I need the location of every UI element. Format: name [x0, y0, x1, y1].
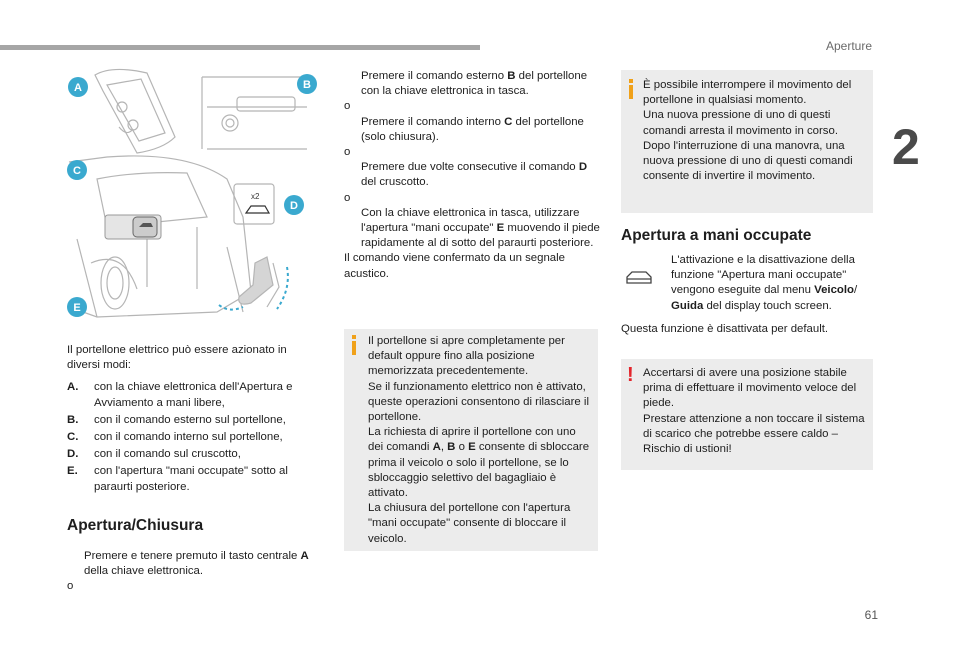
info-text: Una nuova pressione di uno di questi comandi arresta il movimento in corso. [643, 109, 838, 137]
info-text: Se il funzionamento elettrico non è attivato, queste operazioni consentono di rilasciare il portellone. [368, 380, 589, 424]
list-item: D. con il comando sul cruscotto, [67, 448, 241, 461]
list-item: B. con il comando esterno sul portellone, [67, 413, 286, 426]
warning-text: Prestare attenzione a non toccare il sistema di scarico che potrebbe essere caldo – Rischio di ustioni! [643, 412, 865, 456]
info-text: La chiusura del portellone con l'apertura "mani occupate" consente di bloccare il veicolo. [368, 502, 571, 545]
or-text: o [67, 580, 74, 593]
section-heading: Apertura/Chiusura [67, 516, 204, 534]
or-text: o [344, 146, 351, 159]
chapter-number: 2 [892, 119, 920, 175]
info-text: La richiesta di aprire il portellone con uno dei comandi A, B o E consente di sbloccare prima il veicolo o solo il portellone, se lo sbloccaggio selettivo del bagagliaio è attivato. [368, 426, 590, 500]
info-text: Il portellone si apre completamente per default oppure fino alla posizione memorizzata precedentemente. [368, 335, 565, 378]
or-text: o [344, 191, 351, 204]
info-text: È possibile interrompere il movimento del portellone in qualsiasi momento. [643, 79, 852, 107]
list-item: C. con il comando interno sul portellone, [67, 431, 283, 444]
list-item: E. con l'apertura "mani occupate" sotto al paraurti posteriore. [67, 465, 288, 493]
info-box-2 [621, 70, 873, 213]
dashboard-button-label: x2 [251, 192, 260, 201]
step-item: Premere due volte consecutive il comando D del cruscotto. [361, 161, 588, 189]
step-item: Premere il comando esterno B del portellone con la chiave elettronica in tasca. [361, 70, 588, 98]
warning-text: Accertarsi di avere una posizione stabile prima di effettuare il movimento veloce del piede. [643, 367, 857, 410]
warning-icon: ! [627, 364, 634, 386]
step-item: Premere il comando interno C del portellone (solo chiusura). [361, 115, 584, 143]
callout-b: B [303, 79, 311, 91]
page-number: 61 [864, 608, 878, 622]
step-item: Con la chiave elettronica in tasca, utilizzare l'apertura "mani occupate" E muovendo il piede rapidamente al di sotto del paraurti posteriore. [361, 206, 600, 250]
car-tailgate-icon [624, 268, 654, 288]
info-text: Dopo l'interruzione di una manovra, una nuova pressione di uno di questi comandi consente di invertire il movimento. [643, 139, 853, 183]
callout-d: D [290, 200, 298, 212]
confirm-text: Il comando viene confermato da un segnale acustico. [344, 252, 565, 280]
section-heading: Apertura a mani occupate [621, 227, 812, 244]
column-2 [344, 69, 600, 282]
list-item: A. con la chiave elettronica dell'Apertura e Avviamento a mani libere, [67, 381, 293, 409]
column-1 [67, 343, 315, 594]
intro-text: Il portellone elettrico può essere azionato in diversi modi: [67, 344, 287, 372]
default-text: Questa funzione è disattivata per default. [621, 323, 829, 335]
header-bar [0, 45, 480, 50]
or-text: o [344, 100, 351, 113]
step-item: Premere e tenere premuto il tasto centrale A della chiave elettronica. [84, 549, 309, 578]
info-box-1 [344, 329, 598, 551]
warning-box [621, 359, 873, 470]
chapter-title: Aperture [825, 39, 872, 53]
tailgate-illustration [67, 67, 309, 320]
callout-e: E [73, 302, 81, 314]
callout-c: C [73, 165, 81, 177]
activation-text: L'attivazione e la disattivazione della funzione "Apertura mani occupate" vengono eseguite dal menu Veicolo/ Guida del display touch screen. [671, 254, 858, 312]
callout-a: A [74, 82, 82, 94]
